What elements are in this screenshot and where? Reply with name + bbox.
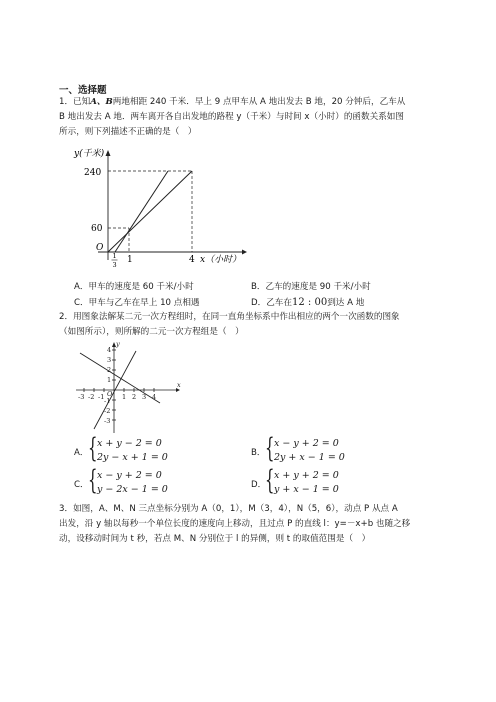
q1-option-b[interactable]: B．乙车的速度是 90 千米/小时 — [251, 282, 371, 292]
q1-option-a[interactable]: A．甲车的速度是 60 千米/小时 — [74, 282, 194, 292]
q2-option-d-eq2: y + x − 1 = 0 — [274, 484, 339, 495]
q1-text-a: 已知 — [73, 97, 91, 107]
q1-option-d-a: D．乙车在 — [251, 298, 292, 308]
q2-option-a-eq2: 2y − x + 1 = 0 — [97, 452, 168, 463]
q1-line1 — [59, 96, 405, 109]
q3-line3: 动，设移动时间为 t 秒，若点 M、N 分别位于 l 的异侧，则 t 的取值范围是（ ） — [59, 534, 371, 544]
q1-tick-60: 60 — [91, 224, 103, 234]
q2-x-tick-3: 3 — [142, 393, 147, 401]
q2-x-tick-4: 4 — [152, 393, 157, 401]
q1-y-axis-label: y(千米) — [74, 149, 105, 159]
q1-origin: O — [96, 243, 104, 253]
q2-option-c-eq2: y − 2x − 1 = 0 — [97, 484, 168, 495]
q1-tick-1: 1 — [127, 255, 133, 265]
q1-x-axis-label: x（小时） — [200, 255, 242, 265]
q2-y-tick-3: 3 — [107, 356, 112, 364]
q2-line1 — [59, 311, 400, 324]
q1-tick-240: 240 — [84, 168, 102, 178]
q2-option-c-brace: { — [88, 465, 98, 496]
q2-option-d-label[interactable]: D． — [251, 480, 267, 490]
q2-option-d-system[interactable] — [265, 465, 355, 500]
q2-x-tick-neg1: -1 — [98, 393, 105, 401]
section-title: 一、选择题 — [59, 85, 107, 96]
q2-x-tick-neg3: -3 — [78, 393, 85, 401]
q2-line2: （如图所示），则所解的二元一次方程组是（ ） — [59, 327, 244, 337]
q1-line-jia — [108, 171, 192, 252]
q2-option-c-eq1: x − y + 2 = 0 — [97, 470, 162, 481]
q1-tick-third-den: 3 — [112, 261, 117, 269]
q2-y-tick-4: 4 — [107, 346, 112, 354]
q2-x-tick-1: 1 — [122, 393, 127, 401]
q2-x-tick-2: 2 — [132, 393, 137, 401]
q2-text-1: 用图象法解某二元一次方程组时，在同一直角坐标系中作出相应的两个一次函数的图象 — [73, 312, 400, 322]
q2-option-a-eq1: x + y − 2 = 0 — [97, 438, 162, 449]
q2-option-d-brace: { — [265, 465, 275, 496]
q2-y-tick-1: 1 — [107, 376, 112, 384]
q1-option-d-b: 到达 A 地 — [327, 298, 365, 308]
q1-y-axis-arrow — [106, 150, 111, 156]
q2-option-c-label[interactable]: C． — [74, 480, 89, 490]
q2-option-a-system[interactable] — [88, 433, 178, 468]
q1-option-d[interactable] — [251, 296, 364, 308]
q2-x-tick-neg2: -2 — [88, 393, 95, 401]
q2-option-b-system[interactable] — [265, 433, 355, 468]
q2-option-a-label[interactable]: A． — [74, 448, 89, 458]
q3-text-1: 如图，A、M、N 三点坐标分别为 A（0，1），M（3，4），N（5，6），动点 P 从点 A — [73, 504, 398, 514]
q2-option-b-eq2: 2y + x − 1 = 0 — [274, 452, 345, 463]
q1-text-ab: A、B — [90, 97, 113, 107]
q1-line3: 所示，则下列描述不正确的是（ ） — [59, 127, 197, 137]
q2-y-tick-2: 2 — [107, 366, 112, 374]
q1-number: 1． — [59, 97, 74, 107]
q1-line-yi — [115, 171, 168, 252]
q2-option-b-brace: { — [265, 433, 275, 464]
q2-option-a-brace: { — [88, 433, 98, 464]
q2-number: 2． — [59, 312, 74, 322]
q2-y-tick-neg3: -3 — [104, 417, 111, 425]
q2-y-label: y — [116, 341, 120, 348]
q1-text-b: 两地相距 240 千米．早上 9 点甲车从 A 地出发去 B 地，20 分钟后，乙车从 — [112, 97, 406, 107]
q2-option-b-eq1: x − y + 2 = 0 — [274, 438, 339, 449]
q2-option-d-eq1: x + y + 2 = 0 — [274, 470, 339, 481]
q2-option-b-label[interactable]: B． — [251, 448, 266, 458]
q1-x-axis-arrow — [242, 250, 247, 255]
q1-option-c[interactable]: C．甲车与乙车在早上 10 点相遇 — [74, 298, 200, 308]
q2-origin: O — [107, 390, 113, 398]
q3-number: 3． — [59, 504, 74, 514]
q1-tick-third-num: 1 — [112, 252, 117, 260]
q2-y-tick-neg1: -1 — [104, 397, 111, 405]
q2-coordinate-graph — [72, 341, 182, 433]
q2-y-tick-neg2: -2 — [104, 407, 111, 415]
q1-line2: B 地出发去 A 地．两车离开各自出发地的路程 y（千米）与时间 x（小时）的函数关系如图 — [59, 112, 404, 122]
q1-option-d-time: 12 : 00 — [292, 297, 328, 308]
q1-function-graph — [70, 142, 250, 272]
q2-x-label: x — [177, 381, 181, 389]
q1-tick-4: 4 — [189, 255, 195, 265]
q2-option-c-system[interactable] — [88, 465, 178, 500]
q3-line1 — [59, 503, 398, 516]
q3-line2: 出发，沿 y 轴以每秒一个单位长度的速度向上移动，且过点 P 的直线 l：y=－x+b 也随之移 — [59, 519, 411, 529]
